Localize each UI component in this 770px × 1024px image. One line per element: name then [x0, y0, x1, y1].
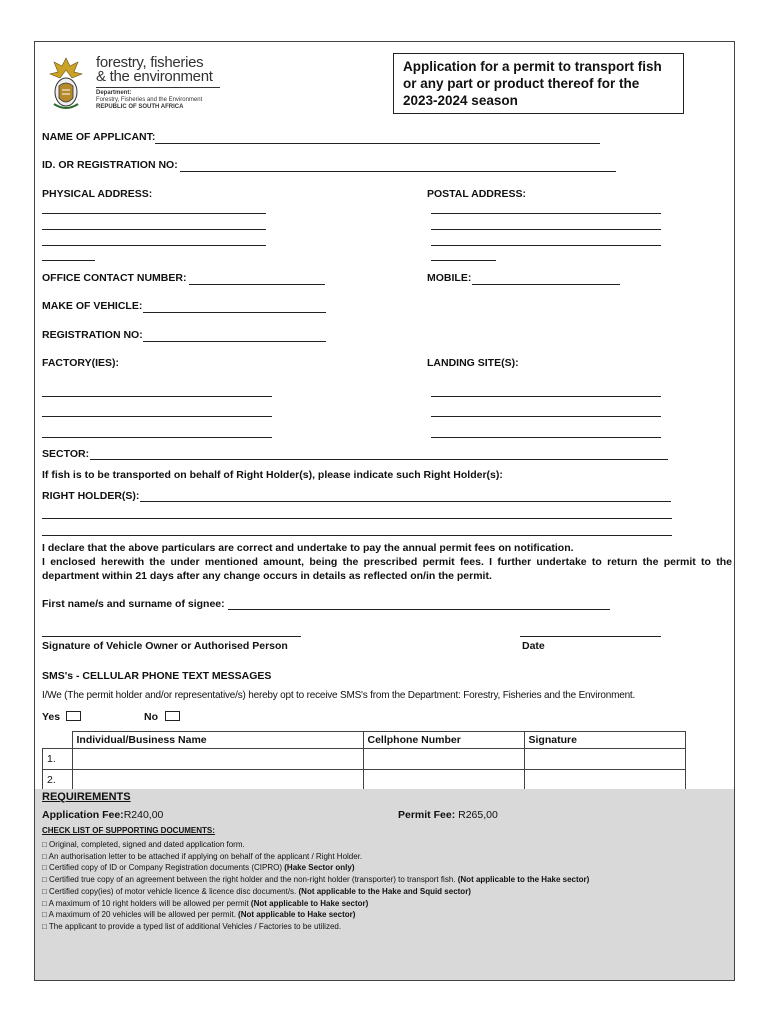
no-label: No: [144, 711, 158, 723]
table-corner: [43, 732, 73, 749]
row-number: 2.: [43, 769, 73, 790]
sms-table: [42, 731, 686, 791]
physical-address-line3[interactable]: [42, 245, 266, 246]
signature-line[interactable]: [42, 636, 301, 637]
column-header-name: Individual/Business Name: [72, 732, 363, 749]
checklist-item: □ Certified true copy of an agreement between the right holder and the non-right holder (transporter) to transport fish. (Not applicable to the Hake sector): [42, 875, 590, 885]
logo-divider: [96, 87, 220, 88]
table-row: [43, 769, 686, 790]
sector-label: SECTOR:: [42, 448, 90, 460]
declaration-line1: I declare that the above particulars are correct and undertake to pay the annual permit fees on notification.: [42, 542, 574, 554]
physical-address-line1[interactable]: [42, 213, 266, 214]
landing-site-line2[interactable]: [431, 416, 661, 417]
cellphone-cell[interactable]: [363, 769, 524, 790]
checklist-item: □ A maximum of 10 right holders will be allowed per permit (Not applicable to Hake sector): [42, 898, 369, 908]
sector-field[interactable]: [90, 459, 668, 460]
postal-address-label: POSTAL ADDRESS:: [427, 188, 526, 200]
registration-field[interactable]: [143, 341, 326, 342]
right-holders-line2[interactable]: [42, 518, 672, 519]
physical-address-code[interactable]: [42, 260, 95, 261]
name-cell[interactable]: [72, 769, 363, 790]
checklist-item: □ A maximum of 20 vehicles will be allowed per permit. (Not applicable to Hake sector): [42, 910, 356, 920]
dept-name-line1: forestry, fisheries: [96, 54, 204, 71]
signee-label: First name/s and surname of signee:: [42, 598, 225, 610]
checklist-item: □ An authorisation letter to be attached if applying on behalf of the applicant / Right Holder.: [42, 851, 363, 861]
table-header-row: [43, 732, 686, 749]
permit-fee-value: R265,00: [458, 809, 498, 821]
signee-field[interactable]: [228, 609, 610, 610]
form-title: Application for a permit to transport fish or any part or product thereof for the 2023-2024 season: [393, 53, 684, 114]
application-fee-label: Application Fee:: [42, 809, 124, 821]
checklist-title: CHECK LIST OF SUPPORTING DOCUMENTS:: [42, 826, 215, 835]
id-registration-field[interactable]: [180, 171, 616, 172]
cellphone-cell[interactable]: [363, 748, 524, 769]
factory-line3[interactable]: [42, 437, 272, 438]
postal-address-line3[interactable]: [431, 245, 661, 246]
office-contact-field[interactable]: [189, 284, 325, 285]
department-logo: [48, 54, 238, 118]
requirements-title: REQUIREMENTS: [42, 791, 131, 803]
date-line[interactable]: [520, 636, 661, 637]
landing-site-line3[interactable]: [431, 437, 661, 438]
id-registration-label: ID. OR REGISTRATION NO:: [42, 159, 178, 171]
postal-address-line1[interactable]: [431, 213, 661, 214]
application-fee: [42, 809, 163, 821]
right-holders-field[interactable]: [140, 501, 671, 502]
checklist-item: □ Original, completed, signed and dated application form.: [42, 840, 245, 849]
dept-full-name: Forestry, Fisheries and the Environment: [96, 97, 203, 103]
yes-checkbox[interactable]: [66, 711, 81, 721]
factories-label: FACTORY(IES):: [42, 357, 120, 369]
column-header-cellphone: Cellphone Number: [363, 732, 524, 749]
coat-of-arms-icon: [48, 56, 84, 112]
right-holder-note: If fish is to be transported on behalf of Right Holder(s), please indicate such Right Holder(s):: [42, 469, 503, 481]
application-fee-value: R240,00: [123, 809, 164, 821]
dept-name-line2: & the environment: [96, 68, 213, 85]
column-header-signature: Signature: [524, 732, 685, 749]
mobile-label: MOBILE:: [427, 272, 472, 284]
postal-address-line2[interactable]: [431, 229, 661, 230]
registration-label: REGISTRATION NO:: [42, 329, 143, 341]
date-label: Date: [522, 640, 545, 652]
factory-line2[interactable]: [42, 416, 272, 417]
vehicle-make-field[interactable]: [143, 312, 326, 313]
office-contact-label: OFFICE CONTACT NUMBER:: [42, 272, 187, 284]
right-holders-label: RIGHT HOLDER(S):: [42, 490, 140, 502]
sms-optin-text: I/We (The permit holder and/or representative/s) hereby opt to receive SMS's from the Department: Forestry, Fisheries and the Environment.: [42, 690, 636, 701]
factory-line1[interactable]: [42, 396, 272, 397]
declaration-line2: I enclosed herewith the under mentioned amount, being the prescribed permit fees. I further undertake to return the permit to the department within 21 days after any change occurs in details as reflected on/in the permit.: [42, 556, 732, 582]
checklist-item: □ Certified copy of ID or Company Registration documents (CIPRO) (Hake Sector only): [42, 863, 355, 873]
landing-sites-label: LANDING SITE(S):: [427, 357, 519, 369]
country-name: REPUBLIC OF SOUTH AFRICA: [96, 104, 184, 110]
signature-cell[interactable]: [524, 748, 685, 769]
postal-address-code[interactable]: [431, 260, 496, 261]
landing-site-line1[interactable]: [431, 396, 661, 397]
physical-address-label: PHYSICAL ADDRESS:: [42, 188, 153, 200]
permit-fee: [398, 809, 498, 821]
no-checkbox[interactable]: [165, 711, 180, 721]
yes-label: Yes: [42, 711, 61, 723]
checklist-item: □ The applicant to provide a typed list of additional Vehicles / Factories to be utilized.: [42, 921, 342, 931]
physical-address-line2[interactable]: [42, 229, 266, 230]
row-number: 1.: [43, 748, 73, 769]
name-cell[interactable]: [72, 748, 363, 769]
applicant-name-label: NAME OF APPLICANT:: [42, 131, 156, 143]
checklist: [42, 839, 589, 933]
permit-fee-label: Permit Fee:: [398, 809, 456, 821]
sms-heading: SMS's - CELLULAR PHONE TEXT MESSAGES: [42, 670, 272, 682]
mobile-field[interactable]: [472, 284, 620, 285]
applicant-name-field[interactable]: [155, 143, 600, 144]
right-holders-line3[interactable]: [42, 535, 672, 536]
checklist-item: □ Certified copy(ies) of motor vehicle licence & licence disc document/s. (Not applicable to the Hake and Squid sector): [42, 886, 471, 896]
dept-label: Department:: [96, 90, 132, 96]
vehicle-make-label: MAKE OF VEHICLE:: [42, 300, 143, 312]
signature-label: Signature of Vehicle Owner or Authorised Person: [42, 640, 288, 652]
signature-cell[interactable]: [524, 769, 685, 790]
table-row: [43, 748, 686, 769]
